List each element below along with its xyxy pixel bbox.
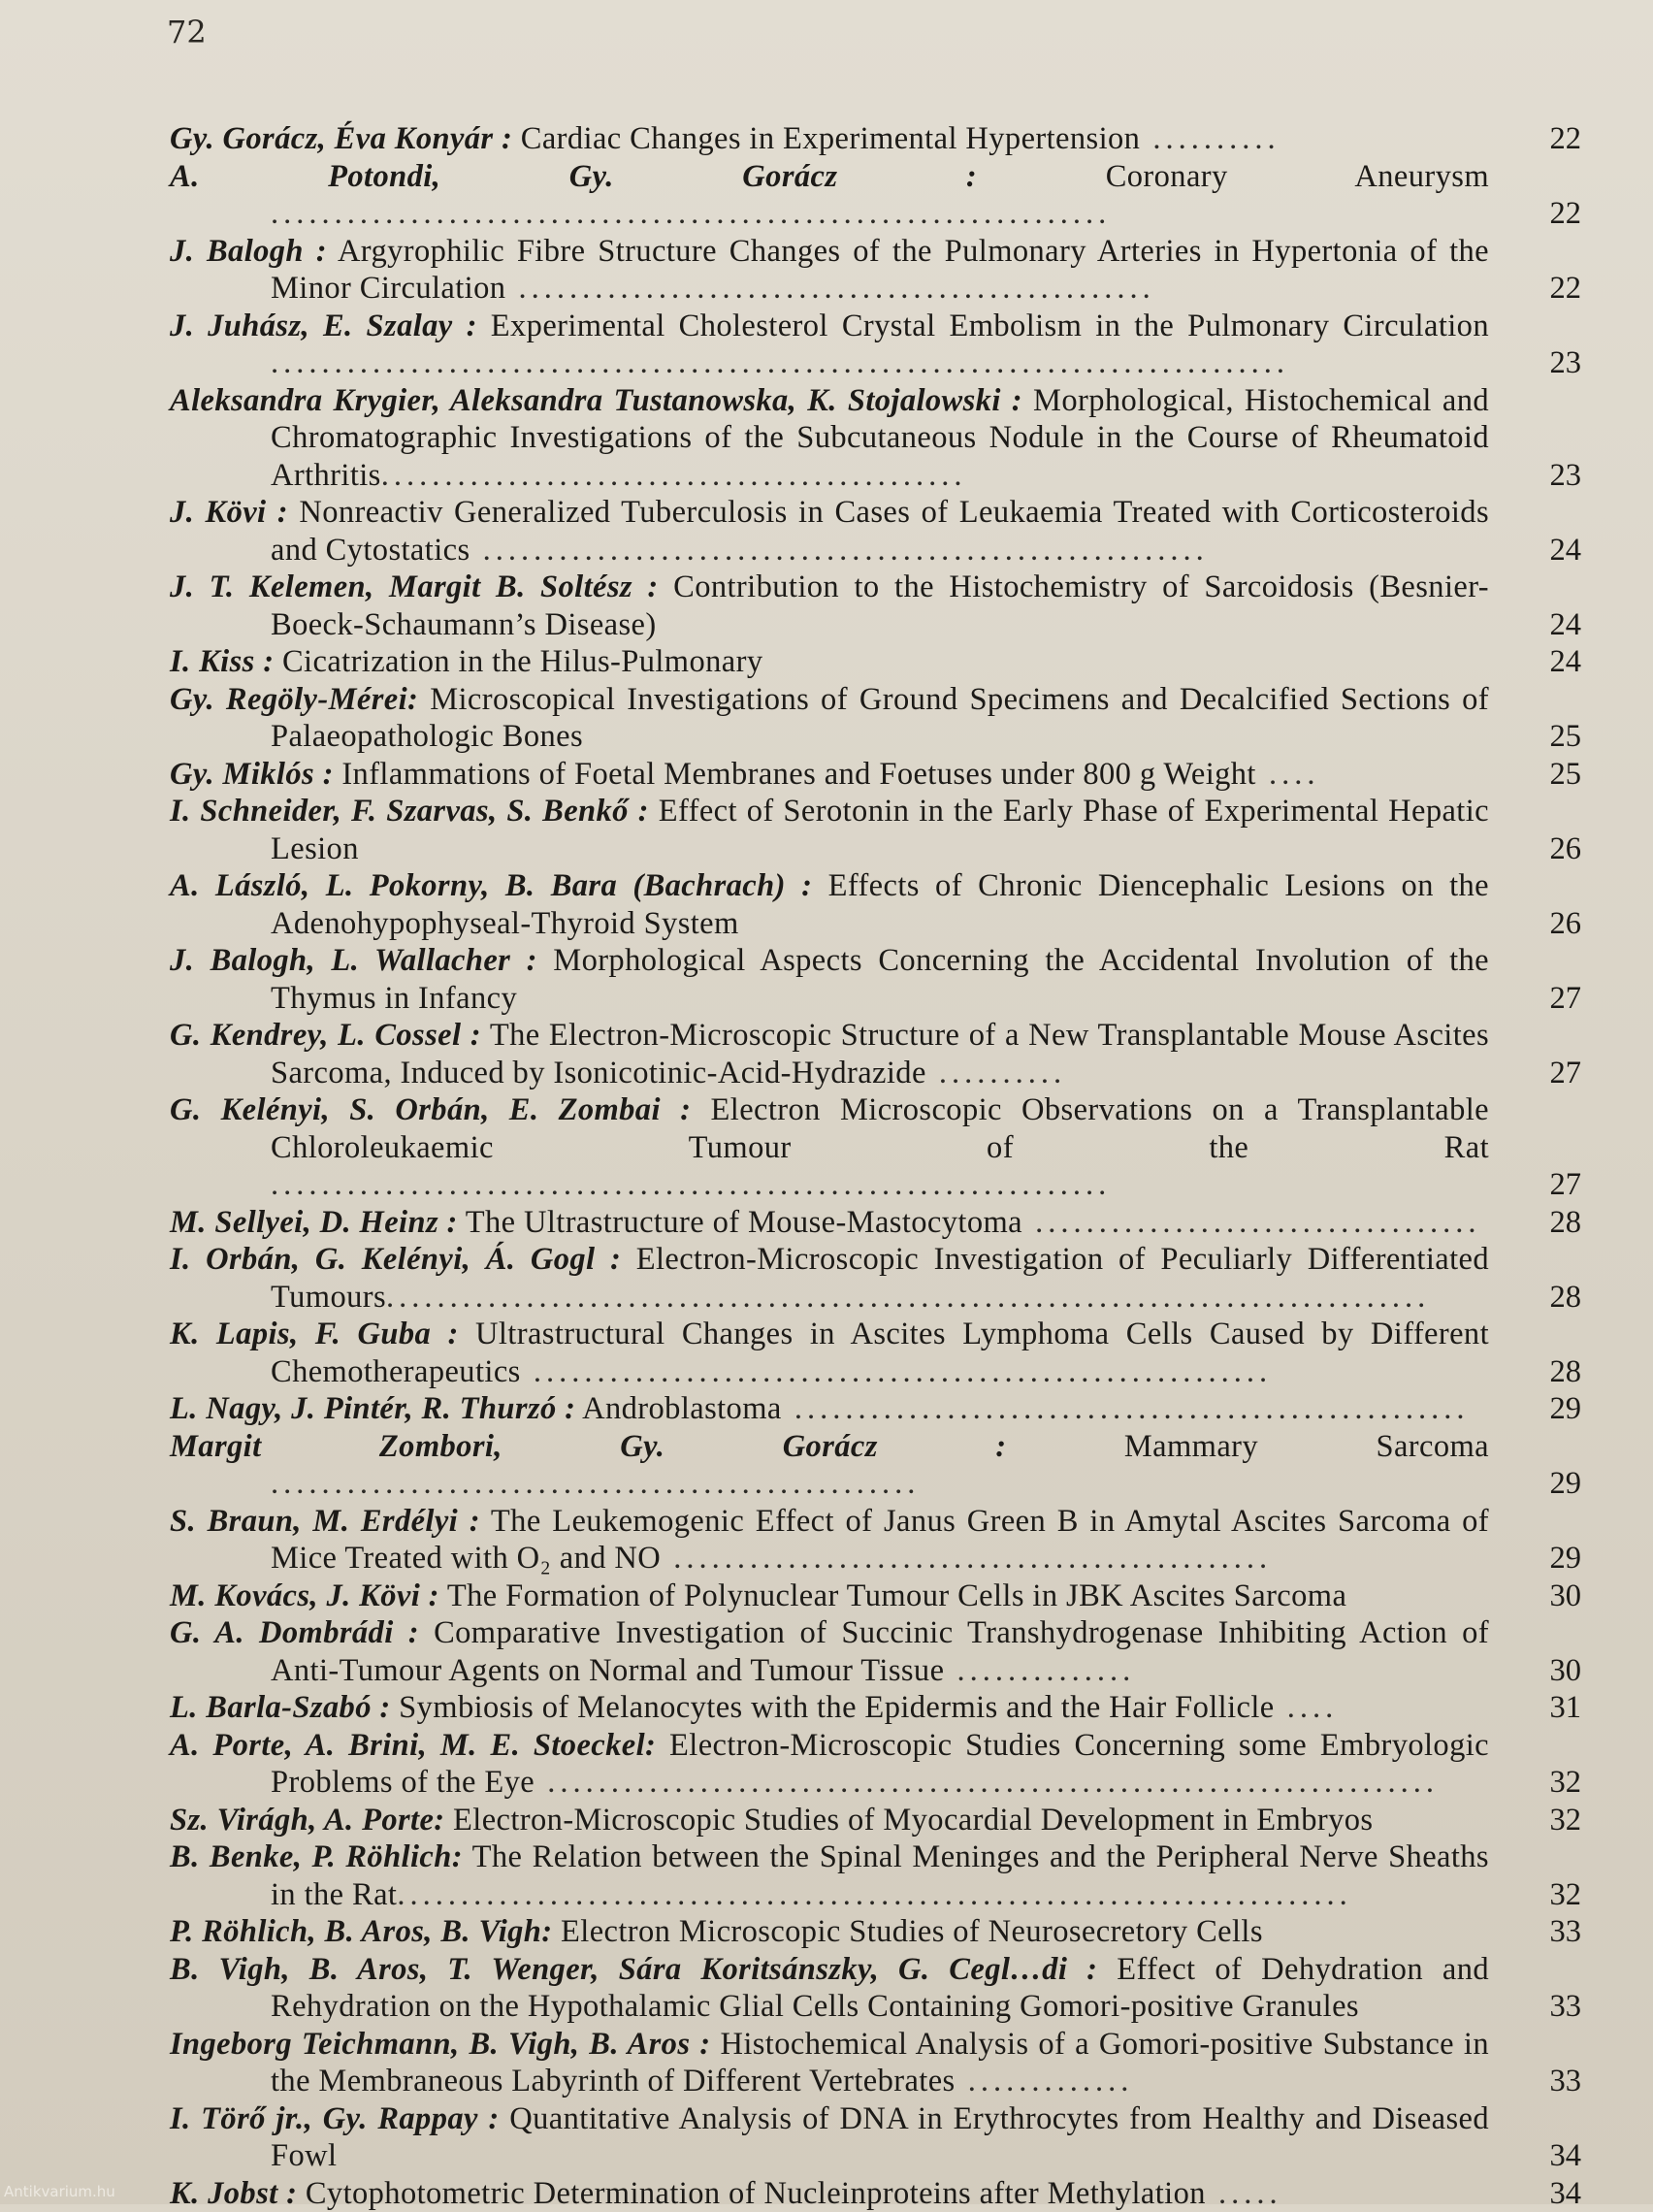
entry-authors: G. Kelényi, S. Orbán, E. Zombai : [170,1092,691,1127]
entry-page-number: 27 [1523,980,1581,1018]
dot-leader: .............. [944,1653,1135,1688]
entry-title: Electron Microscopic Studies of Neurosecretory Cells [561,1914,1263,1949]
entry-title: Cicatrization in the Hilus-Pulmonary [282,644,763,679]
entry-title: Ultrastructural Changes in Ascites Lymphoma Cells Caused by Different Chemotherapeutics [271,1317,1489,1389]
toc-entry-body [170,2175,1489,2212]
entry-page-number: 25 [1523,756,1581,794]
toc-entry [170,1578,1581,1615]
entry-title: Inflammations of Foetal Membranes and Foetuses under 800 g Weight [341,757,1256,792]
entry-page-number: 26 [1523,905,1581,943]
entry-title: Nonreactiv Generalized Tuberculosis in Cases of Leukaemia Treated with Corticosteroids and Cytostatics [271,495,1489,568]
toc-entry [170,1913,1581,1951]
entry-title: The Electron-Microscopic Structure of a New Transplantable Mouse Ascites Sarcoma, Induced by Isonicotinic-Acid-Hydrazide [271,1018,1489,1090]
toc-entry-body [170,1316,1489,1390]
toc-entry [170,1204,1581,1242]
entry-authors: I. Törő jr., Gy. Rappay : [170,2101,500,2136]
entry-authors: B. Benke, P. Röhlich: [170,1839,463,1874]
entry-page-number: 32 [1523,1802,1581,1839]
entry-page-number: 33 [1523,1913,1581,1951]
entry-authors: Ingeborg Teichmann, B. Vigh, B. Aros : [170,2027,711,2062]
entry-title: Contribution to the Histochemistry of Sarcoidosis (Besnier-Boeck-Schaumann’s Disease) [271,569,1489,642]
toc-entry-body [170,867,1489,942]
entry-page-number: 27 [1523,1166,1581,1204]
entry-page-number: 31 [1523,1689,1581,1727]
toc-entry-body [170,158,1489,233]
entry-title: The Formation of Polynuclear Tumour Cells in JBK Ascites Sarcoma [447,1578,1346,1613]
entry-page-number: 33 [1523,1988,1581,2026]
toc-entry-body [170,1689,1489,1727]
dot-leader: ................................................... [271,1466,920,1501]
dot-leader: .... [1256,757,1320,792]
toc-entry [170,1689,1581,1727]
toc-entry-body [170,1838,1489,1913]
entry-title: Quantitative Analysis of DNA in Erythrocytes from Healthy and Diseased Fowl [271,2101,1489,2174]
toc-entry [170,1428,1581,1503]
toc-entry-body [170,1802,1489,1839]
dot-leader: .................................................................. [271,196,1111,231]
toc-entry-body [170,1204,1489,1242]
toc-entry-body [170,233,1489,308]
entry-title: Cardiac Changes in Experimental Hypertension [521,121,1141,156]
entry-page-number: 25 [1523,718,1581,756]
toc-entry [170,2026,1581,2100]
entry-authors: I. Schneider, F. Szarvas, S. Benkő : [170,794,649,829]
entry-page-number: 30 [1523,1578,1581,1615]
toc-entry [170,158,1581,233]
toc-entry [170,1614,1581,1689]
entry-page-number: 27 [1523,1055,1581,1092]
entry-authors: L. Nagy, J. Pintér, R. Thurzó : [170,1391,575,1426]
toc-entry [170,942,1581,1017]
toc-entry [170,2100,1581,2175]
toc-entry-body [170,1091,1489,1204]
toc-entry-body [170,120,1489,158]
dot-leader: .............................................. [381,458,967,493]
dot-leader: .......... [926,1056,1066,1090]
entry-page-number: 29 [1523,1390,1581,1428]
entry-authors: Sz. Virágh, A. Porte: [170,1803,445,1838]
entry-page-number: 23 [1523,457,1581,495]
toc-entry-body [170,1017,1489,1091]
dot-leader: .......... [1140,121,1280,156]
entry-authors: M. Kovács, J. Kövi : [170,1578,439,1613]
entry-page-number: 32 [1523,1876,1581,1914]
entry-authors: M. Sellyei, D. Heinz : [170,1205,458,1240]
entry-authors: A. Potondi, Gy. Gorácz : [170,159,977,194]
entry-title: Coronary Aneurysm [1106,159,1489,194]
toc-entry [170,1017,1581,1091]
entry-authors: J. Balogh : [170,234,327,269]
entry-title: Effect of Serotonin in the Early Phase of Experimental Hepatic Lesion [271,794,1489,866]
entry-authors: J. T. Kelemen, Margit B. Soltész : [170,569,659,604]
entry-title: Argyrophilic Fibre Structure Changes of the Pulmonary Arteries in Hypertonia of the Minor Circulation [271,234,1489,307]
entry-title: Electron Microscopic Observations on a Transplantable Chloroleukaemic Tumour of the Rat [271,1092,1489,1165]
entry-title: Symbiosis of Melanocytes with the Epidermis and the Hair Follicle [399,1690,1274,1725]
toc-entry-body [170,2100,1489,2175]
entry-page-number: 24 [1523,606,1581,644]
toc-entry [170,1727,1581,1802]
toc-entry [170,233,1581,308]
toc-entry [170,1503,1581,1578]
entry-title: Effects of Chronic Diencephalic Lesions on the Adenohypophyseal-Thyroid System [271,868,1489,941]
entry-authors: A. Porte, A. Brini, M. E. Stoeckel: [170,1728,656,1763]
entry-page-number: 29 [1523,1540,1581,1578]
toc-entry-body [170,942,1489,1017]
toc-entry-body [170,756,1489,794]
dot-leader: ......................................................... [470,533,1209,568]
entry-authors: Margit Zombori, Gy. Gorácz : [170,1429,1006,1464]
entry-authors: G. Kendrey, L. Cossel : [170,1018,481,1053]
toc-entry [170,2175,1581,2212]
entry-page-number: 22 [1523,120,1581,158]
toc-entry-body [170,1241,1489,1316]
toc-entry [170,308,1581,382]
entry-page-number: 33 [1523,2063,1581,2100]
entry-page-number: 28 [1523,1279,1581,1317]
toc-entry [170,1802,1581,1839]
toc-entry-body [170,1614,1489,1689]
dot-leader: ...................................................................... [535,1765,1439,1800]
entry-title: The Ultrastructure of Mouse-Mastocytoma [466,1205,1022,1240]
entry-title: Androblastoma [582,1391,782,1426]
entry-title: Cytophotometric Determination of Nucleinproteins after Methylation [306,2176,1206,2211]
toc-entry-body [170,1578,1489,1615]
toc-entry-body [170,643,1489,681]
dot-leader: ............................................... [661,1541,1272,1576]
entry-authors: I. Orbán, G. Kelényi, Á. Gogl : [170,1242,621,1277]
entry-title: Microscopical Investigations of Ground Specimens and Decalcified Sections of Palaeopathologic Bones [271,682,1489,755]
entry-title: Electron-Microscopic Studies of Myocardial Development in Embryos [453,1803,1373,1838]
entry-title: The Relation between the Spinal Meninges and the Peripheral Nerve Sheaths in the Rat [271,1839,1489,1912]
toc-entry [170,756,1581,794]
entry-authors: J. Balogh, L. Wallacher : [170,943,537,978]
entry-page-number: 24 [1523,532,1581,569]
toc-entry [170,1390,1581,1428]
entry-title: Comparative Investigation of Succinic Transhydrogenase Inhibiting Action of Anti-Tumour Agents on Normal and Tumour Tissue [271,1615,1489,1688]
toc-entry-body [170,1913,1489,1951]
dot-leader: .................................................................. [271,1167,1111,1202]
dot-leader: .......................................................... [521,1354,1272,1389]
toc-entry [170,681,1581,756]
entry-page-number: 28 [1523,1204,1581,1242]
toc-entry-body [170,1727,1489,1802]
entry-title: The Leukemogenic Effect of Janus Green B in Amytal Ascites Sarcoma of Mice Treated with O₂ and NO [271,1504,1489,1577]
entry-title: Morphological, Histochemical and Chromatographic Investigations of the Subcutaneous Nodule in the Course of Rheumatoid Arthritis [271,383,1489,493]
entry-page-number: 30 [1523,1652,1581,1690]
toc-entry [170,1316,1581,1390]
dot-leader: .... [1275,1690,1339,1725]
toc-entry-body [170,681,1489,756]
entry-authors: Gy. Miklós : [170,757,334,792]
toc-entry-body [170,308,1489,382]
entry-title: Effect of Dehydration and Rehydration on the Hypothalamic Glial Cells Containing Gomori-positive Granules [271,1952,1489,2025]
table-of-contents [170,120,1581,2212]
entry-title: Morphological Aspects Concerning the Accidental Involution of the Thymus in Infancy [271,943,1489,1016]
toc-entry-body [170,2026,1489,2100]
toc-entry [170,643,1581,681]
entry-page-number: 26 [1523,830,1581,868]
toc-entry-body [170,1390,1489,1428]
toc-entry [170,382,1581,495]
entry-authors: I. Kiss : [170,644,274,679]
entry-authors: Gy. Regöly-Mérei: [170,682,418,717]
entry-page-number: 28 [1523,1353,1581,1391]
entry-authors: Gy. Gorácz, Éva Konyár : [170,121,512,156]
toc-entry [170,1091,1581,1204]
entry-page-number: 22 [1523,270,1581,308]
entry-page-number: 24 [1523,643,1581,681]
dot-leader: ..... [1206,2176,1282,2211]
entry-authors: A. László, L. Pokorny, B. Bara (Bachrach) : [170,868,812,903]
entry-authors: B. Vigh, B. Aros, T. Wenger, Sára Koritsánszky, G. Cegl…di : [170,1952,1097,1987]
dot-leader: ................................... [1022,1205,1481,1240]
toc-entry-body [170,382,1489,495]
entry-authors: L. Barla-Szabó : [170,1690,391,1725]
entry-page-number: 32 [1523,1764,1581,1802]
entry-authors: Aleksandra Krygier, Aleksandra Tustanowska, K. Stojalowski : [170,383,1022,418]
toc-entry [170,120,1581,158]
entry-title: Experimental Cholesterol Crystal Embolism in the Pulmonary Circulation [491,309,1489,343]
dot-leader: .................................................................................. [386,1280,1430,1315]
entry-title: Electron-Microscopic Studies Concerning some Embryologic Problems of the Eye [271,1728,1489,1801]
toc-entry-body [170,1951,1489,2026]
toc-entry [170,1951,1581,2026]
toc-entry-body [170,1503,1489,1578]
entry-page-number: 23 [1523,344,1581,382]
page-number: 72 [167,14,207,50]
entry-page-number: 29 [1523,1465,1581,1503]
entry-page-number: 34 [1523,2137,1581,2175]
dot-leader: .................................................. [505,271,1154,306]
entry-authors: J. Juhász, E. Szalay : [170,309,477,343]
toc-entry [170,494,1581,569]
dot-leader: ............. [956,2064,1134,2098]
entry-page-number: 22 [1523,195,1581,233]
entry-authors: K. Jobst : [170,2176,297,2211]
entry-title: Mammary Sarcoma [1124,1429,1489,1464]
entry-authors: S. Braun, M. Erdélyi : [170,1504,480,1539]
dot-leader: ........................................................................... [397,1877,1351,1912]
entry-title: Histochemical Analysis of a Gomori-positive Substance in the Membraneous Labyrinth of Different Vertebrates [271,2027,1489,2099]
entry-authors: J. Kövi : [170,495,288,530]
toc-entry-body [170,569,1489,643]
toc-entry [170,1241,1581,1316]
entry-title: Electron-Microscopic Investigation of Peculiarly Differentiated Tumours [271,1242,1489,1315]
watermark-text: Antikvarium.hu [4,2183,115,2200]
toc-entry-body [170,793,1489,867]
toc-entry-body [170,1428,1489,1503]
toc-entry [170,867,1581,942]
entry-authors: G. A. Dombrádi : [170,1615,419,1650]
toc-entry [170,1838,1581,1913]
toc-entry [170,569,1581,643]
toc-entry-body [170,494,1489,569]
entry-page-number: 34 [1523,2175,1581,2212]
entry-authors: K. Lapis, F. Guba : [170,1317,459,1351]
toc-entry [170,793,1581,867]
dot-leader: ................................................................................ [271,345,1289,380]
dot-leader: ..................................................... [782,1391,1470,1426]
entry-authors: P. Röhlich, B. Aros, B. Vigh: [170,1914,553,1949]
